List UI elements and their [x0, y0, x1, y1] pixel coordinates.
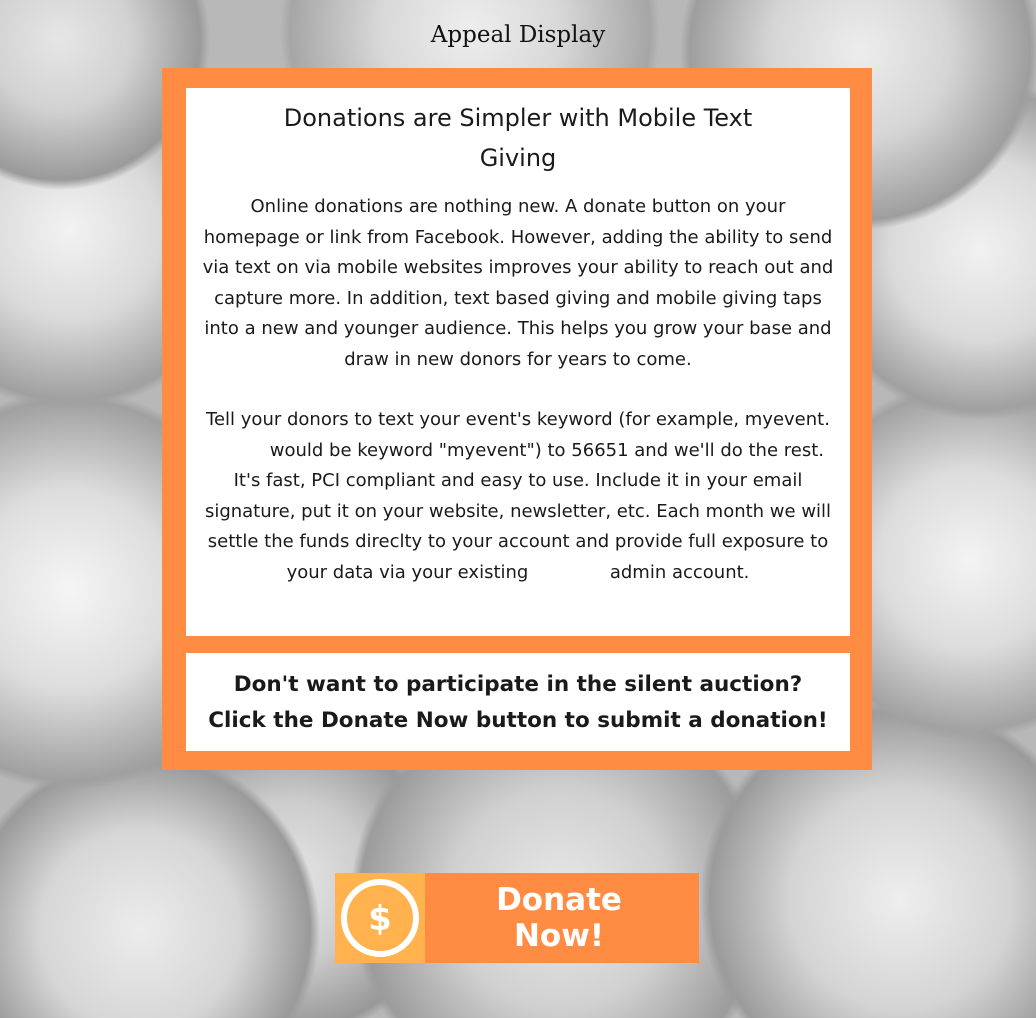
cta-text: Don't want to participate in the silent auction? Click the Donate Now button to submit a donation!	[208, 672, 828, 733]
appeal-frame	[162, 68, 872, 770]
appeal-paragraph-2	[202, 405, 834, 588]
donate-label-line-1: Donate	[496, 882, 622, 918]
paragraph-2-part-2: would be keyword "myevent") to 56651 and we'll do the rest. It's fast, PCI compliant and easy to use. Include it in your email signature, put it on your website, newsletter, etc. Each month we will settle the funds direclty to your account and provide full exposure to your data via your existing	[204, 439, 832, 583]
appeal-paragraph-1: Online donations are nothing new. A donate button on your homepage or link from Facebook. However, adding the ability to send via text on via mobile websites improves your ability to reach out and capture more. In addition, text based giving and mobile giving taps into a new and younger audience. This helps you grow your base and draw in new donors for years to come.	[202, 196, 834, 370]
donate-now-label	[425, 882, 699, 954]
dollar-coin-icon	[338, 876, 422, 960]
cta-panel	[186, 653, 850, 751]
dollar-symbol: $	[368, 899, 392, 939]
appeal-message-panel	[186, 88, 850, 636]
donate-icon-area	[335, 873, 425, 963]
donate-label-line-2: Now!	[513, 918, 605, 954]
appeal-heading: Donations are Simpler with Mobile Text Giving	[283, 104, 753, 172]
paragraph-2-part-1: Tell your donors to text your event's keyword (for example, myevent.	[206, 409, 830, 430]
paragraph-2-part-3: admin account.	[609, 561, 750, 583]
donate-now-button[interactable]	[335, 873, 699, 963]
page-title: Appeal Display	[430, 22, 606, 48]
